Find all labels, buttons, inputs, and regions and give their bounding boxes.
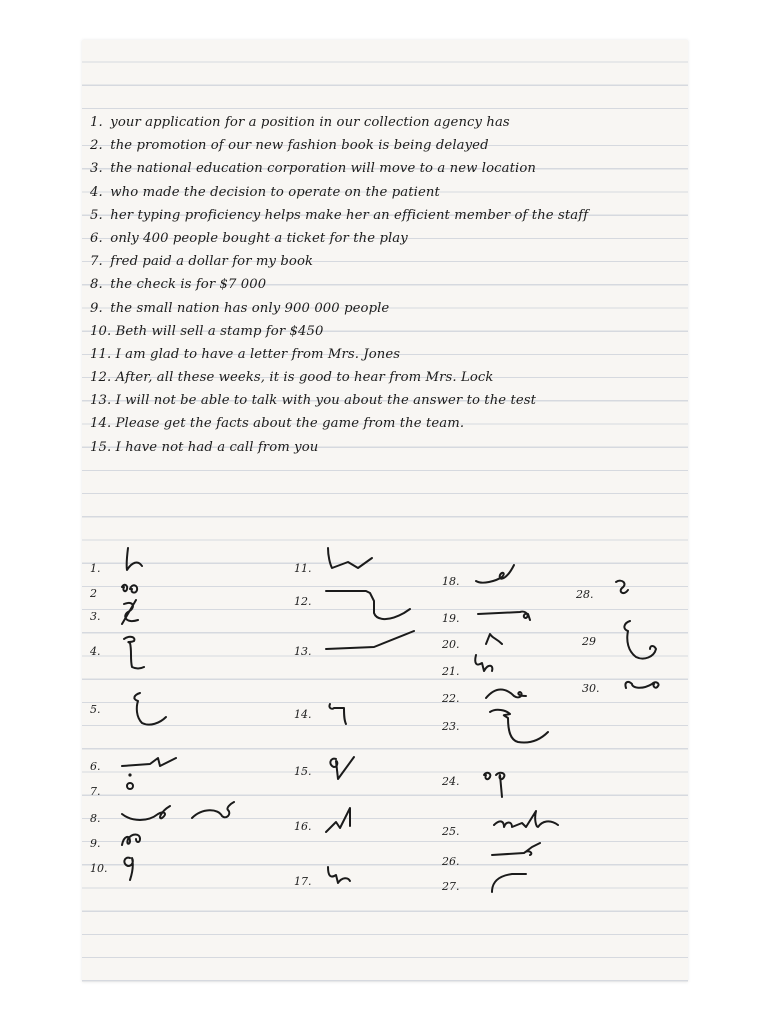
sentence-text: who made the decision to operate on the patient (110, 184, 440, 200)
answer-number: 21. (442, 665, 460, 678)
shorthand-outline-11 (314, 546, 394, 580)
answer-number: 7. (90, 785, 101, 798)
sentence-text: only 400 people bought a ticket for the play (110, 230, 408, 246)
answer-number: 14. (294, 708, 312, 721)
answer-number: 16. (294, 820, 312, 833)
sentence-number: 6. (90, 230, 103, 246)
answer-number: 6. (90, 760, 101, 773)
answer-number: 30. (582, 682, 600, 695)
answer-number: 20. (442, 638, 460, 651)
answer-number: 19. (442, 612, 460, 625)
shorthand-outline-10 (110, 846, 160, 886)
sentence-number: 14. (90, 416, 112, 432)
shorthand-outline-5 (110, 687, 180, 731)
sentence-text: Please get the facts about the game from the team. (115, 416, 465, 432)
answer-number: 9. (90, 837, 101, 850)
sentence-number: 15. (90, 439, 112, 455)
answer-number: 22. (442, 692, 460, 705)
answer-number: 24. (442, 775, 460, 788)
answer-number: 12. (294, 595, 312, 608)
sentence-text: the promotion of our new fashion book is being delayed (110, 138, 489, 154)
sentence-number: 7. (90, 254, 103, 270)
answer-number: 5. (90, 703, 101, 716)
shorthand-outline-27 (462, 864, 552, 904)
sentence-number: 9. (90, 300, 103, 316)
sentence-number: 11. (90, 346, 112, 362)
sentence-text: fred paid a dollar for my book (110, 254, 314, 270)
sentence-text: After, all these weeks, it is good to hear from Mrs. Lock (115, 370, 494, 386)
answer-number: 17. (294, 875, 312, 888)
notebook-page (82, 40, 688, 982)
answer-number: 28. (576, 588, 594, 601)
sentence-text: your application for a position in our collection agency has (110, 115, 510, 130)
sentence-number: 2. (90, 138, 103, 154)
shorthand-outline-14 (314, 692, 364, 732)
sentence-text: I will not be able to talk with you about the answer to the test (115, 393, 537, 409)
sentence-number: 1. (90, 115, 103, 130)
answer-number: 8. (90, 812, 101, 825)
answer-number: 4. (90, 645, 101, 658)
sentence-number: 10. (90, 323, 112, 339)
shorthand-outline-30 (602, 666, 682, 700)
sentence-text: the small nation has only 900 000 people (110, 300, 390, 316)
shorthand-outline-29 (602, 619, 682, 669)
answer-number: 3. (90, 610, 101, 623)
shorthand-outline-4 (110, 629, 170, 673)
answer-number: 29 (582, 635, 596, 648)
sentence-text: her typing proficiency helps make her an efficient member of the staff (110, 207, 589, 223)
answer-number: 27. (442, 880, 460, 893)
shorthand-outline-15 (314, 749, 374, 789)
shorthand-outline-23 (462, 704, 572, 754)
shorthand-outline-17 (314, 859, 364, 893)
sentence-text: the national education corporation will move to a new location (110, 161, 536, 177)
shorthand-outline-3 (110, 594, 170, 628)
sentence-number: 3. (90, 161, 103, 177)
sentence-text: Beth will sell a stamp for $450 (115, 323, 324, 339)
sentence-number: 13. (90, 393, 112, 409)
answer-number: 1. (90, 562, 101, 575)
shorthand-answers (82, 40, 688, 982)
answer-number: 13. (294, 645, 312, 658)
answer-number: 18. (442, 575, 460, 588)
shorthand-outline-24 (462, 759, 532, 803)
shorthand-outline-28 (596, 572, 646, 606)
sentence-number: 5. (90, 207, 103, 223)
sentence-text: I have not had a call from you (115, 439, 319, 455)
answer-number: 15. (294, 765, 312, 778)
sentence-text: I am glad to have a letter from Mrs. Jones (115, 346, 401, 362)
sentence-text: the check is for $7 000 (110, 277, 267, 293)
answer-number: 26. (442, 855, 460, 868)
sentence-number: 4. (90, 184, 103, 200)
sentence-number: 12. (90, 370, 112, 386)
answer-number: 2 (90, 587, 97, 600)
sentence-number: 8. (90, 277, 103, 293)
shorthand-outline-16 (314, 804, 374, 844)
answer-number: 11. (294, 562, 312, 575)
answer-number: 25. (442, 825, 460, 838)
answer-number: 23. (442, 720, 460, 733)
shorthand-outline-13 (314, 629, 434, 673)
answer-number: 10. (90, 862, 108, 875)
